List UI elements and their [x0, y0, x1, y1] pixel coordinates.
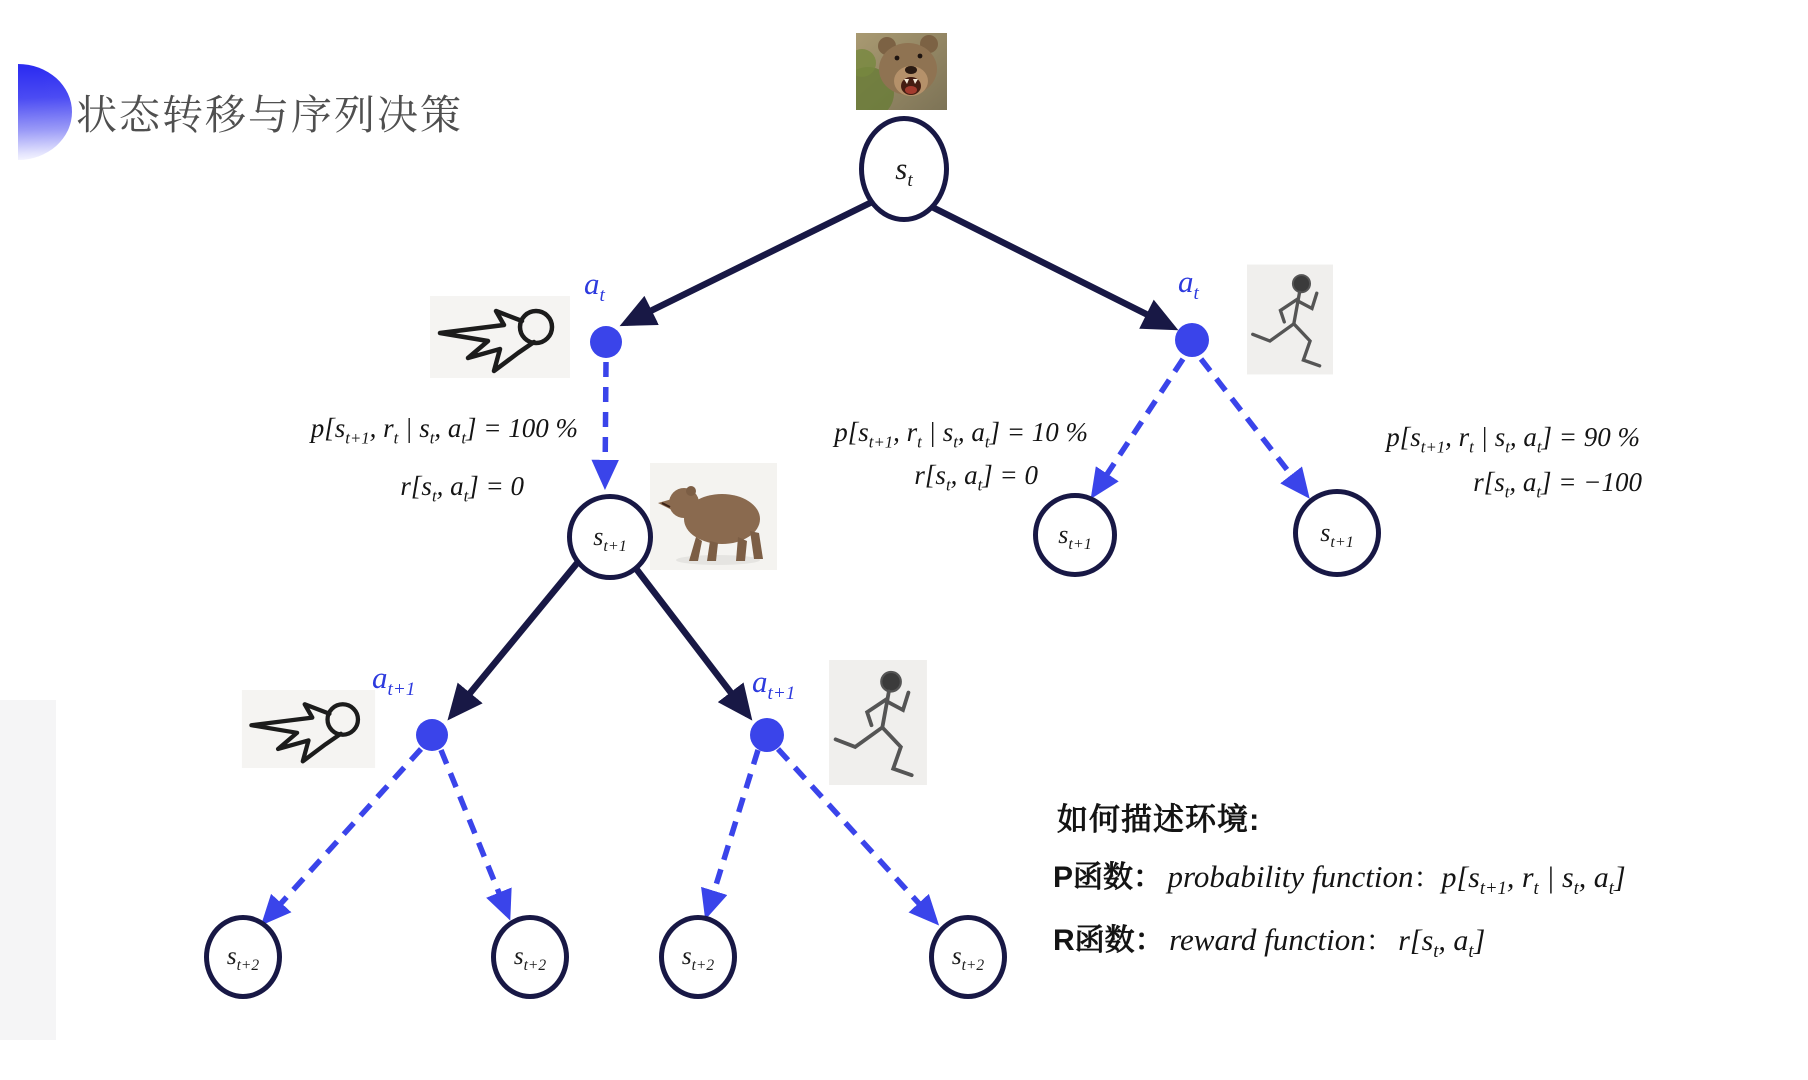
state-label: $s_{t+2}$ [513, 943, 547, 974]
slide-title: 状态转移与序列决策 [76, 92, 463, 138]
annotation-prob-left: $p[s_{t+1}$, $r_t$ | $s_t$, $a_t] = 100$ % [310, 413, 578, 448]
state-node-st1-mid [567, 494, 653, 580]
legend-p-separator: ： [1413, 862, 1442, 893]
legend-heading: 如何描述环境: [1057, 802, 1261, 837]
state-node-st2-1 [204, 915, 282, 999]
legend-p-label: P函数： [1053, 861, 1164, 894]
edge-st-to-at-right [926, 204, 1172, 327]
action-label-at1-left: $a_{t+1}$ [372, 660, 416, 701]
edge-at1left-to-st2-a [265, 749, 421, 921]
legend-p-name: probability function [1167, 859, 1414, 894]
action-label-at-right: $a_t$ [1178, 264, 1199, 305]
annotation-reward-right: $r[s_t$, $a_t] = -100$ [1473, 467, 1642, 502]
state-label: $s_t$ [895, 151, 913, 192]
annotation-reward-middle: $r[s_t$, $a_t] = 0$ [914, 460, 1038, 495]
edge-st-to-at-left [626, 202, 872, 323]
edge-st1-to-at1-right [631, 562, 748, 715]
state-node-st [859, 116, 949, 222]
state-node-st1-right-b [1293, 489, 1381, 577]
action-dot-at1-left [416, 719, 448, 751]
action-dot-at-right [1175, 323, 1209, 357]
state-label: $s_{t+1}$ [1058, 520, 1092, 554]
legend-r-name: reward function [1169, 922, 1366, 957]
state-node-st2-3 [659, 915, 737, 999]
legend-row-r-function [1053, 915, 1486, 962]
person-running-icon [828, 660, 928, 785]
legend-r-label: R函数： [1053, 924, 1165, 957]
action-label-at-left: $a_t$ [584, 266, 605, 307]
action-dot-at1-right [750, 718, 784, 752]
state-node-st2-4 [929, 915, 1007, 999]
annotation-prob-right: $p[s_{t+1}$, $r_t$ | $s_t$, $a_t] = 90$ % [1386, 422, 1640, 457]
person-lying-icon [430, 296, 570, 378]
legend-r-formula: $r[s_t$, $a_t$] [1398, 924, 1486, 962]
state-label: $s_{t+2}$ [681, 943, 715, 974]
person-lying-icon [240, 690, 377, 768]
state-label: $s_{t+1}$ [593, 522, 627, 556]
edge-atright-to-st1-b [1201, 359, 1306, 494]
bear-standing-image [650, 463, 777, 570]
bear-roaring-image [856, 33, 947, 110]
edge-atright-to-st1-a [1094, 359, 1183, 494]
edge-at1right-to-st2-a [707, 750, 758, 914]
edge-at1left-to-st2-b [441, 750, 508, 915]
action-dot-at-left [590, 326, 622, 358]
edge-atleft-to-st1 [605, 362, 606, 484]
state-node-st2-2 [491, 915, 569, 999]
action-label-at1-right: $a_{t+1}$ [752, 664, 796, 705]
state-node-st1-right-a [1033, 493, 1117, 577]
legend-p-formula: $p[s_{t+1}$, $r_t$ | $s_t$, $a_t$] [1441, 861, 1626, 899]
annotation-prob-middle: $p[s_{t+1}$, $r_t$ | $s_t$, $a_t] = 10$ % [834, 417, 1088, 452]
state-label: $s_{t+2}$ [226, 943, 260, 974]
annotation-reward-left: $r[s_t$, $a_t] = 0$ [400, 471, 524, 506]
person-running-icon [1247, 262, 1333, 377]
legend-row-p-function [1053, 852, 1626, 899]
edge-st1-to-at1-left [452, 562, 578, 715]
legend-r-separator: ： [1365, 925, 1394, 956]
state-label: $s_{t+2}$ [951, 943, 985, 974]
state-label: $s_{t+1}$ [1320, 518, 1354, 552]
